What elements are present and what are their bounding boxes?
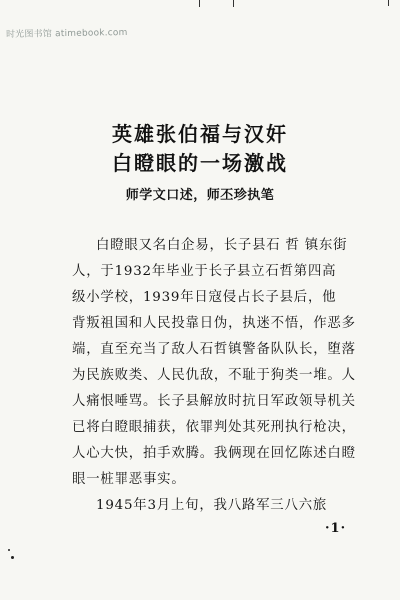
watermark: 时光图书馆 atimebook.com	[5, 27, 128, 41]
title-line-1: 英雄张伯福与汉奸	[112, 122, 288, 146]
scan-speck	[8, 549, 10, 551]
scan-mark	[199, 0, 200, 7]
title-line-2: 白瞪眼的一场激战	[112, 151, 288, 175]
page-number: ·1·	[325, 521, 347, 536]
body-text	[72, 233, 364, 519]
scan-mark	[233, 0, 234, 7]
scan-mark	[388, 0, 389, 6]
body-line: 已将白瞪眼捕获，依罪判处其死刑执行枪决，	[72, 420, 356, 435]
body-line: 白瞪眼又名白企易，长子县石 哲 镇东街	[96, 238, 348, 253]
body-line: 眼一桩罪恶事实。	[72, 472, 186, 487]
body-line: 为民族败类、人民仇敌，不耻于狗类一堆。人	[72, 368, 356, 383]
body-line: 1945年3月上旬，我八路军三八六旅	[96, 498, 328, 513]
body-line: 端，直至充当了敌人石哲镇警备队队长，堕落	[72, 342, 356, 357]
scan-speck	[11, 556, 14, 559]
body-line: 人痛恨唾骂。长子县解放时抗日军政领导机关	[72, 394, 356, 409]
body-line: 级小学校，1939年日寇侵占长子县后，他	[72, 290, 337, 305]
body-line: 背叛祖国和人民投靠日伪，执迷不悟，作恶多	[72, 316, 356, 331]
byline: 师学文口述，师丕珍执笔	[125, 188, 275, 203]
body-line: 人心大快，拍手欢腾。我俩现在回忆陈述白瞪	[72, 446, 356, 461]
body-line: 人，于1932年毕业于长子县立石哲第四高	[72, 264, 337, 279]
